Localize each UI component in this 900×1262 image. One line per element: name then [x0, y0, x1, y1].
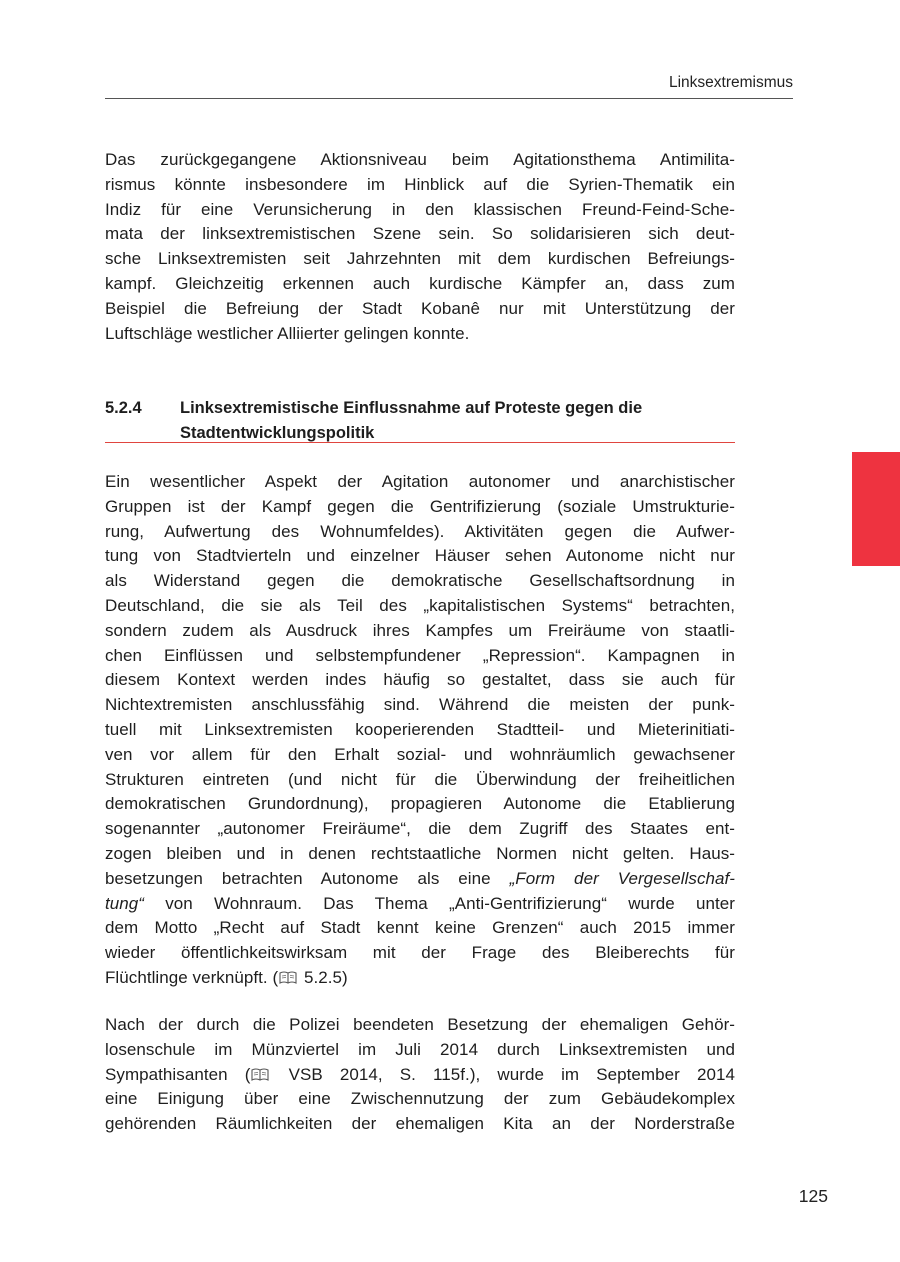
running-title: Linksextremismus [668, 74, 793, 91]
text-line [105, 966, 735, 991]
text-line: tung von Stadtvierteln und einzelner Häuser sehen Autonome nicht nur [105, 546, 735, 566]
text-line [105, 1063, 735, 1088]
section-title [180, 396, 740, 446]
text-line: demokratischen Grundordnung), propagieren Autonome die Etablierung [105, 794, 735, 814]
text-line: sondern zudem als Ausdruck ihres Kampfes um Freiräume von staatli- [105, 620, 735, 640]
text-line: rung, Aufwertung des Wohnumfeldes). Aktivitäten gegen die Aufwer- [105, 521, 735, 541]
text-line: kampf. Gleichzeitig erkennen auch kurdische Kämpfer an, dass zum [105, 273, 735, 293]
text-line: mata der linksextremistischen Szene sein. So solidarisieren sich deut- [105, 224, 735, 244]
text-line: wieder öffentlichkeitswirksam mit der Frage des Bleiberechts für [105, 943, 735, 963]
cross-reference: VSB 2014, S. 115f.), wurde im September 2014 [288, 1064, 735, 1084]
text-line: ven vor allem für den Erhalt sozial- und wohnräumlich gewachsener [105, 744, 735, 764]
text-line: tuell mit Linksextremisten kooperierenden Stadtteil- und Mieterinitiati- [105, 719, 735, 739]
italic-quote: „Form der Vergesellschaf- [509, 868, 735, 888]
cross-reference: 5.2.5) [303, 967, 348, 987]
text-line: Beispiel die Befreiung der Stadt Kobanê nur mit Unterstützung der [105, 298, 735, 318]
book-icon [279, 971, 297, 984]
text-line: Gruppen ist der Kampf gegen die Gentrifizierung (soziale Umstrukturie- [105, 496, 735, 516]
text-line: eine Einigung über eine Zwischennutzung der zum Gebäudekomplex [105, 1089, 735, 1109]
text-line [105, 892, 735, 917]
text-run: von Wohnraum. Das Thema „Anti-Gentrifizierung“ wurde unter [144, 893, 735, 913]
text-line: gehörenden Räumlichkeiten der ehemaligen Kita an der Norderstraße [105, 1114, 735, 1134]
text-line: rismus könnte insbesondere im Hinblick auf die Syrien-Thematik ein [105, 174, 735, 194]
text-run: Flüchtlinge verknüpft. ( [105, 967, 279, 987]
text-line: diesem Kontext werden indes häufig so gestaltet, dass sie auch für [105, 670, 735, 690]
text-run: Sympathisanten ( [105, 1064, 251, 1084]
section-title-line: Stadtentwicklungspolitik [180, 424, 375, 442]
text-line: Nichtextremisten anschlussfähig sind. Während die meisten der punk- [105, 695, 735, 715]
text-line: Deutschland, die sie als Teil des „kapitalistischen Systems“ betrachten, [105, 595, 735, 615]
text-line: Nach der durch die Polizei beendeten Besetzung der ehemaligen Gehör- [105, 1015, 735, 1034]
header-rule [105, 98, 793, 99]
text-line: sogenannter „autonomer Freiräume“, die dem Zugriff des Staates ent- [105, 819, 735, 839]
page-number: 125 [798, 1186, 828, 1206]
text-line: Ein wesentlicher Aspekt der Agitation autonomer und anarchistischer [105, 472, 735, 491]
text-run: besetzungen betrachten Autonome als eine [105, 868, 510, 888]
text-line: chen Einflüssen und selbstempfundener „Repression“. Kampagnen in [105, 645, 735, 665]
text-line: sche Linksextremisten seit Jahrzehnten mit dem kurdischen Befreiungs- [105, 249, 735, 269]
paragraph-1 [105, 148, 735, 346]
text-line: Luftschläge westlicher Alliierter gelingen konnte. [105, 323, 470, 343]
text-line: Das zurückgegangene Aktionsniveau beim Agitationsthema Antimilita- [105, 150, 735, 169]
paragraph-3 [105, 1013, 735, 1137]
text-line: Strukturen eintreten (und nicht für die Überwindung der freiheitlichen [105, 769, 735, 789]
paragraph-2 [105, 470, 735, 991]
section-title-line: Linksextremistische Einflussnahme auf Proteste gegen die [180, 399, 643, 417]
text-line: als Widerstand gegen die demokratische Gesellschaftsordnung in [105, 571, 735, 591]
text-line: losenschule im Münzviertel im Juli 2014 durch Linksextremisten und [105, 1039, 735, 1059]
text-line: Indiz für eine Verunsicherung in den klassischen Freund-Feind-Sche- [105, 199, 735, 219]
text-line [105, 867, 735, 892]
italic-quote: tung“ [105, 893, 144, 913]
text-line: zogen bleiben und in denen rechtstaatliche Normen nicht gelten. Haus- [105, 843, 735, 863]
section-number: 5.2.4 [105, 399, 142, 417]
book-icon [251, 1068, 269, 1081]
section-rule [105, 442, 735, 443]
chapter-tab-marker [852, 452, 900, 566]
text-line: dem Motto „Recht auf Stadt kennt keine Grenzen“ auch 2015 immer [105, 918, 735, 938]
